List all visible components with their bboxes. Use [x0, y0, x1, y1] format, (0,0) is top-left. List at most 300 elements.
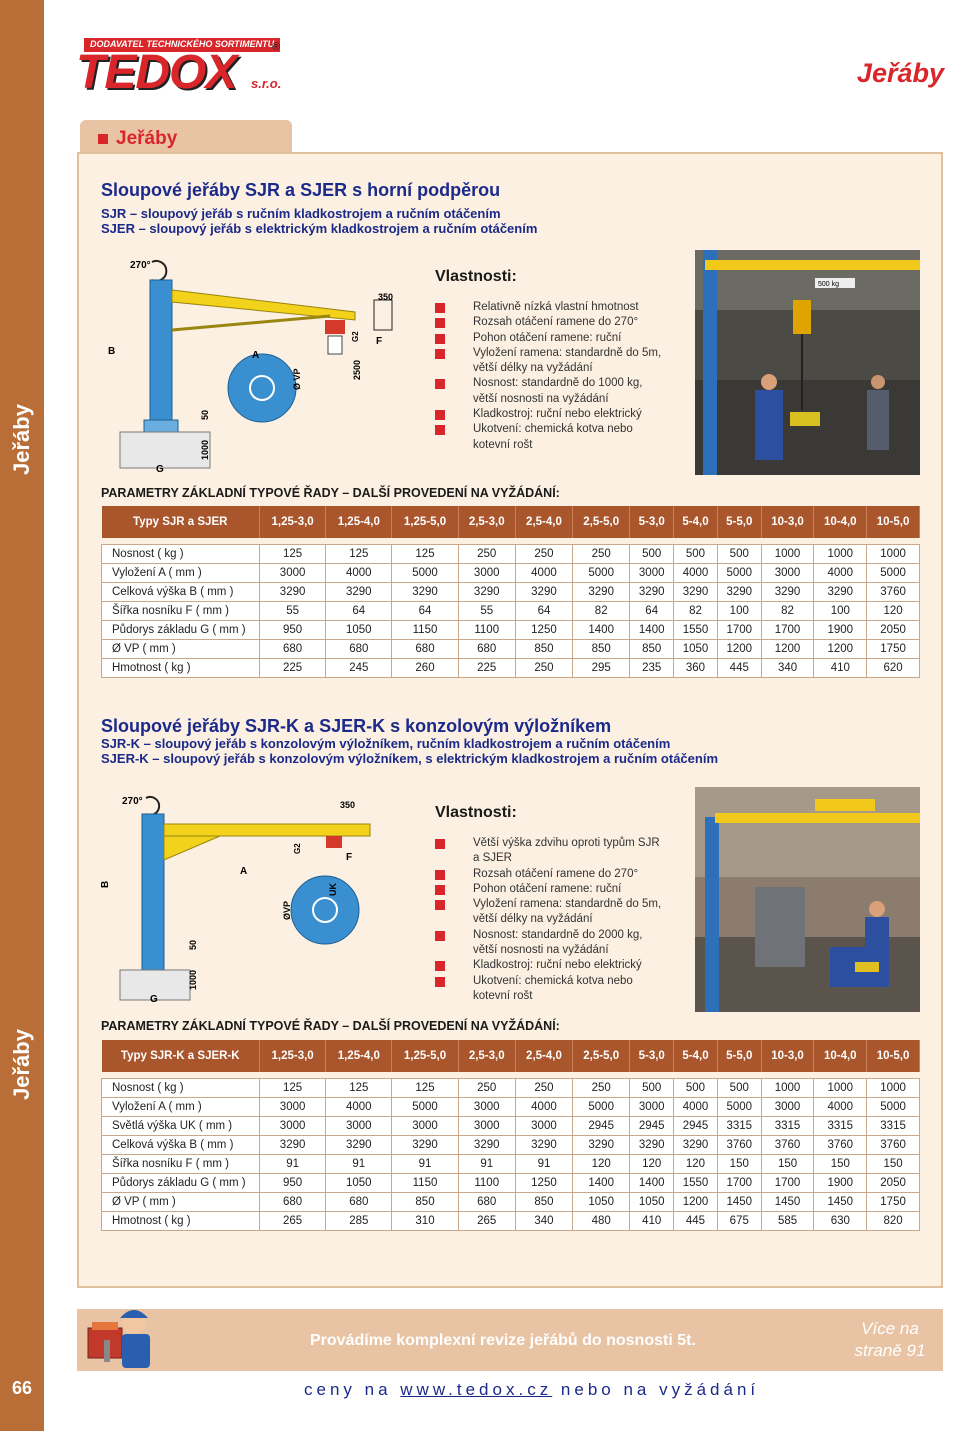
- table-cell: 3000: [458, 563, 515, 582]
- table-cell: 4000: [814, 1097, 867, 1116]
- table-cell: 150: [814, 1154, 867, 1173]
- table-header-cell: 10-5,0: [867, 1040, 920, 1072]
- side-strip: [0, 0, 44, 1431]
- property-item: Nosnost: standardně do 2000 kg,: [435, 928, 695, 943]
- table-cell: 3315: [814, 1116, 867, 1135]
- table-row-label: Ø VP ( mm ): [102, 1192, 260, 1211]
- table-cell: 3290: [458, 582, 515, 601]
- table-cell: 3290: [515, 1135, 572, 1154]
- table-row: [102, 1211, 920, 1230]
- table-cell: 3000: [761, 563, 814, 582]
- dim-label-vp: Ø VP: [292, 368, 302, 390]
- table-cell: 500: [674, 544, 718, 563]
- table-cell: 150: [867, 1154, 920, 1173]
- table-cell: 410: [630, 1211, 674, 1230]
- table-cell: 4000: [674, 563, 718, 582]
- logo-suffix: s.r.o.: [251, 76, 282, 91]
- table-cell: 1200: [761, 639, 814, 658]
- table-row: [102, 1078, 920, 1097]
- block1-subtitle: SJR – sloupový jeřáb s ručním kladkostrojem a ručním otáčením: [101, 206, 501, 221]
- property-item: Kladkostroj: ruční nebo elektrický: [435, 958, 695, 973]
- table-cell: 64: [392, 601, 458, 620]
- page-reference: [840, 1318, 940, 1362]
- crane-diagram-sjr: [100, 250, 405, 475]
- table-cell: 1050: [326, 1173, 392, 1192]
- table-cell: 1050: [674, 639, 718, 658]
- table-cell: 125: [392, 544, 458, 563]
- property-item: Ukotvení: chemická kotva nebo: [435, 974, 695, 989]
- table-cell: 250: [515, 658, 572, 677]
- table-cell: 850: [515, 639, 572, 658]
- table-cell: 3290: [630, 1135, 674, 1154]
- table-cell: 2945: [630, 1116, 674, 1135]
- dim-label-50: 50: [200, 409, 210, 420]
- table-cell: 5000: [867, 1097, 920, 1116]
- table-cell: 2945: [674, 1116, 718, 1135]
- table-cell: 1700: [761, 620, 814, 639]
- table-cell: 3290: [326, 582, 392, 601]
- table-header-cell: 2,5-4,0: [515, 1040, 572, 1072]
- table-cell: 3290: [717, 582, 761, 601]
- table-row: [102, 1116, 920, 1135]
- property-item: Pohon otáčení ramene: ruční: [435, 882, 695, 897]
- table-cell: 3290: [326, 1135, 392, 1154]
- table-cell: 500: [630, 1078, 674, 1097]
- table-cell: 4000: [674, 1097, 718, 1116]
- footer-url-prefix: ceny na: [304, 1380, 401, 1399]
- table-cell: 250: [458, 1078, 515, 1097]
- table-row-label: Vyložení A ( mm ): [102, 563, 260, 582]
- table-cell: 3000: [630, 1097, 674, 1116]
- table-cell: 3290: [674, 582, 718, 601]
- table-cell: 500: [717, 544, 761, 563]
- table-cell: 410: [814, 658, 867, 677]
- bullet-square-icon: [98, 134, 108, 144]
- table-cell: 3315: [761, 1116, 814, 1135]
- crane-diagram-sjrk: [100, 790, 405, 1005]
- table-cell: 820: [867, 1211, 920, 1230]
- table-cell: 125: [392, 1078, 458, 1097]
- dim-label-1000: 1000: [188, 969, 198, 990]
- property-item: Pohon otáčení ramene: ruční: [435, 331, 695, 346]
- property-item-continued: větší délky na vyžádání: [473, 362, 593, 375]
- table-header-cell: 2,5-4,0: [515, 506, 572, 538]
- table-cell: 91: [326, 1154, 392, 1173]
- table-row: [102, 639, 920, 658]
- table-header-cell: 1,25-3,0: [260, 1040, 326, 1072]
- table-cell: 91: [515, 1154, 572, 1173]
- table-row: [102, 1192, 920, 1211]
- table-header-cell: 5-3,0: [630, 506, 674, 538]
- table-cell: 1700: [761, 1173, 814, 1192]
- dim-label-uk: UK: [328, 883, 338, 896]
- table-cell: 340: [515, 1211, 572, 1230]
- side-label: Jeřáby: [9, 404, 34, 476]
- property-item: Ukotvení: chemická kotva nebo: [435, 422, 695, 437]
- table-cell: 250: [515, 1078, 572, 1097]
- table-cell: 125: [260, 544, 326, 563]
- properties-title: Vlastnosti:: [435, 268, 517, 285]
- table-cell: 1450: [761, 1192, 814, 1211]
- table-cell: 3000: [761, 1097, 814, 1116]
- dim-label-g2: G2: [351, 331, 360, 342]
- dim-label-350: 350: [340, 800, 356, 810]
- table-cell: 1400: [630, 1173, 674, 1192]
- property-item-continued: kotevní rošt: [473, 989, 533, 1002]
- table-cell: 64: [326, 601, 392, 620]
- table-header-cell: 5-4,0: [674, 506, 718, 538]
- table-cell: 480: [573, 1211, 630, 1230]
- table-cell: 680: [326, 639, 392, 658]
- table-cell: 120: [674, 1154, 718, 1173]
- table-row-label: Hmotnost ( kg ): [102, 1211, 260, 1230]
- table-cell: 1050: [630, 1192, 674, 1211]
- dim-label-b: B: [108, 346, 116, 357]
- table-header-cell: Typy SJR a SJER: [102, 506, 260, 538]
- table-cell: 3290: [392, 582, 458, 601]
- table-cell: 1000: [867, 1078, 920, 1097]
- table-cell: 585: [761, 1211, 814, 1230]
- angle-label: 270°: [130, 260, 151, 271]
- table-header-row: [102, 1040, 920, 1072]
- table-header-cell: 10-3,0: [761, 506, 814, 538]
- dim-label-b: B: [100, 880, 111, 888]
- table-cell: 630: [814, 1211, 867, 1230]
- table-cell: 250: [573, 1078, 630, 1097]
- table-cell: 1200: [814, 639, 867, 658]
- table-cell: 1700: [717, 1173, 761, 1192]
- table-cell: 265: [260, 1211, 326, 1230]
- table-cell: 1200: [674, 1192, 718, 1211]
- table-row-label: Hmotnost ( kg ): [102, 658, 260, 677]
- side-label: Jeřáby: [9, 1029, 34, 1101]
- block2-title: Sloupové jeřáby SJR-K a SJER-K s konzolovým výložníkem: [101, 716, 612, 736]
- table-cell: 680: [326, 1192, 392, 1211]
- table-cell: 1400: [630, 620, 674, 639]
- property-item-continued: větší nosnosti na vyžádání: [473, 944, 609, 957]
- table-cell: 245: [326, 658, 392, 677]
- table-cell: 5000: [392, 1097, 458, 1116]
- table-cell: 4000: [326, 563, 392, 582]
- table-row: [102, 1173, 920, 1192]
- crane-photo-sjr: [695, 250, 920, 475]
- block1-subtitle: SJER – sloupový jeřáb s elektrickým kladkostrojem a ručním otáčením: [101, 221, 538, 236]
- table-cell: 1000: [814, 544, 867, 563]
- dim-label-350: 350: [378, 292, 394, 302]
- table-cell: 1450: [814, 1192, 867, 1211]
- property-item: Nosnost: standardně do 1000 kg,: [435, 376, 695, 391]
- table-cell: 1000: [867, 544, 920, 563]
- table-cell: 950: [260, 620, 326, 639]
- table-row: [102, 658, 920, 677]
- table-cell: 3290: [260, 582, 326, 601]
- table-cell: 55: [260, 601, 326, 620]
- table-cell: 1100: [458, 620, 515, 639]
- table-header-cell: 1,25-4,0: [326, 1040, 392, 1072]
- properties-list: [435, 836, 695, 1004]
- table-row: [102, 544, 920, 563]
- table-cell: 250: [515, 544, 572, 563]
- table-row-label: Šířka nosníku F ( mm ): [102, 601, 260, 620]
- table-cell: 360: [674, 658, 718, 677]
- capacity-sign: 500 kg: [818, 281, 840, 288]
- table-cell: 3000: [392, 1116, 458, 1135]
- table-cell: 500: [674, 1078, 718, 1097]
- footer-url-suffix: nebo na vyžádání: [552, 1380, 760, 1399]
- table-row-label: Celková výška B ( mm ): [102, 1135, 260, 1154]
- table-cell: 120: [867, 601, 920, 620]
- property-item: Větší výška zdvihu oproti typům SJR: [435, 836, 695, 851]
- table-header-cell: 5-4,0: [674, 1040, 718, 1072]
- table-row: [102, 620, 920, 639]
- table-cell: 3000: [260, 1097, 326, 1116]
- table-cell: 680: [392, 639, 458, 658]
- dim-label-g: G: [156, 464, 164, 475]
- tedox-logo: [76, 38, 291, 99]
- table-cell: 265: [458, 1211, 515, 1230]
- table-cell: 4000: [515, 563, 572, 582]
- table-cell: 260: [392, 658, 458, 677]
- table-cell: 2050: [867, 620, 920, 639]
- table-cell: 3315: [717, 1116, 761, 1135]
- block1-title: Sloupové jeřáby SJR a SJER s horní podpěrou: [101, 180, 501, 200]
- table-cell: 91: [260, 1154, 326, 1173]
- table-cell: 1100: [458, 1173, 515, 1192]
- table-row-label: Šířka nosníku F ( mm ): [102, 1154, 260, 1173]
- table-row: [102, 582, 920, 601]
- table-header-cell: 1,25-5,0: [392, 506, 458, 538]
- params-heading: PARAMETRY ZÁKLADNÍ TYPOVÉ ŘADY – DALŠÍ PROVEDENÍ NA VYŽÁDÁNÍ:: [101, 1019, 560, 1033]
- table-cell: 3000: [260, 563, 326, 582]
- table-cell: 3290: [814, 582, 867, 601]
- dim-label-a: A: [252, 350, 260, 361]
- table-cell: 340: [761, 658, 814, 677]
- table-cell: 3290: [458, 1135, 515, 1154]
- table-header-cell: 2,5-5,0: [573, 506, 630, 538]
- table-cell: 3000: [630, 563, 674, 582]
- table-cell: 120: [573, 1154, 630, 1173]
- table-cell: 620: [867, 658, 920, 677]
- property-item: Rozsah otáčení ramene do 270°: [435, 867, 695, 882]
- table-cell: 5000: [867, 563, 920, 582]
- table-cell: 1750: [867, 639, 920, 658]
- table-cell: 91: [392, 1154, 458, 1173]
- table-cell: 500: [717, 1078, 761, 1097]
- page-reference-line: straně 91: [854, 1341, 926, 1360]
- table-cell: 5000: [573, 563, 630, 582]
- property-item-continued: kotevní rošt: [473, 438, 533, 451]
- table-row: [102, 601, 920, 620]
- dim-label-f: F: [346, 852, 353, 863]
- dim-label-50: 50: [188, 939, 198, 950]
- table-cell: 82: [761, 601, 814, 620]
- table-cell: 225: [458, 658, 515, 677]
- table-cell: 1000: [761, 1078, 814, 1097]
- table-cell: 1750: [867, 1192, 920, 1211]
- table-cell: 3290: [761, 582, 814, 601]
- table-cell: 250: [458, 544, 515, 563]
- table-cell: 2050: [867, 1173, 920, 1192]
- table-cell: 285: [326, 1211, 392, 1230]
- table-header-cell: 2,5-3,0: [458, 1040, 515, 1072]
- property-item: Kladkostroj: ruční nebo elektrický: [435, 407, 695, 422]
- worker-mascot-icon: [82, 1300, 162, 1372]
- params-heading: PARAMETRY ZÁKLADNÍ TYPOVÉ ŘADY – DALŠÍ PROVEDENÍ NA VYŽÁDÁNÍ:: [101, 486, 560, 500]
- table-cell: 3290: [630, 582, 674, 601]
- table-cell: 3760: [814, 1135, 867, 1154]
- table-cell: 3290: [573, 1135, 630, 1154]
- table-header-cell: 2,5-5,0: [573, 1040, 630, 1072]
- table-cell: 225: [260, 658, 326, 677]
- block2-subtitle: SJR-K – sloupový jeřáb s konzolovým výložníkem, ručním kladkostrojem a ručním otáčením: [101, 736, 671, 751]
- property-item: Relativně nízká vlastní hmotnost: [435, 300, 695, 315]
- table-row-label: Ø VP ( mm ): [102, 639, 260, 658]
- table-header-cell: 10-3,0: [761, 1040, 814, 1072]
- properties-title: Vlastnosti:: [435, 804, 517, 821]
- table-cell: 3760: [867, 582, 920, 601]
- table-cell: 1050: [326, 620, 392, 639]
- table-header-cell: 1,25-4,0: [326, 506, 392, 538]
- table-row-label: Nosnost ( kg ): [102, 544, 260, 563]
- table-cell: 1200: [717, 639, 761, 658]
- logo-word: TEDOX: [76, 46, 237, 99]
- table-cell: 64: [630, 601, 674, 620]
- table-row: [102, 563, 920, 582]
- table-cell: 100: [717, 601, 761, 620]
- table-row: [102, 1135, 920, 1154]
- table-cell: 3760: [717, 1135, 761, 1154]
- property-item-continued: větší délky na vyžádání: [473, 913, 593, 926]
- table-cell: 100: [814, 601, 867, 620]
- table-cell: 125: [326, 1078, 392, 1097]
- website-link[interactable]: www.tedox.cz: [400, 1380, 553, 1399]
- table-row-label: Vyložení A ( mm ): [102, 1097, 260, 1116]
- table-cell: 500: [630, 544, 674, 563]
- angle-label: 270°: [122, 796, 143, 807]
- params-table-sjr: [101, 506, 920, 678]
- table-cell: 675: [717, 1211, 761, 1230]
- table-header-cell: 5-3,0: [630, 1040, 674, 1072]
- table-cell: 850: [630, 639, 674, 658]
- table-cell: 1250: [515, 620, 572, 639]
- crane-photo-sjrk: [695, 787, 920, 1012]
- table-row-label: Půdorys základu G ( mm ): [102, 620, 260, 639]
- property-item-continued: a SJER: [473, 852, 512, 865]
- table-cell: 3000: [458, 1116, 515, 1135]
- table-cell: 55: [458, 601, 515, 620]
- page-title: Jeřáby: [856, 58, 944, 88]
- table-cell: 5000: [717, 563, 761, 582]
- logo-banner: DODAVATEL TECHNICKÉHO SORTIMENTU: [84, 38, 280, 52]
- table-cell: 4000: [326, 1097, 392, 1116]
- table-cell: 445: [674, 1211, 718, 1230]
- params-table-sjrk: [101, 1040, 920, 1231]
- dim-label-g: G: [150, 994, 158, 1005]
- registered-icon: ®: [272, 41, 281, 53]
- table-cell: 680: [260, 1192, 326, 1211]
- table-row-label: Nosnost ( kg ): [102, 1078, 260, 1097]
- table-cell: 64: [515, 601, 572, 620]
- table-cell: 680: [458, 639, 515, 658]
- table-cell: 150: [761, 1154, 814, 1173]
- footer-revision-text: Provádíme komplexní revize jeřábů do nosnosti 5t.: [310, 1332, 696, 1349]
- table-row-label: Celková výška B ( mm ): [102, 582, 260, 601]
- table-cell: 3290: [674, 1135, 718, 1154]
- table-cell: 1550: [674, 620, 718, 639]
- dim-label-a: A: [240, 866, 248, 877]
- table-cell: 850: [392, 1192, 458, 1211]
- table-header-cell: 1,25-3,0: [260, 506, 326, 538]
- table-header-cell: 2,5-3,0: [458, 506, 515, 538]
- table-cell: 3290: [515, 582, 572, 601]
- table-cell: 5000: [573, 1097, 630, 1116]
- table-header-cell: 10-4,0: [814, 1040, 867, 1072]
- table-cell: 1900: [814, 1173, 867, 1192]
- table-cell: 3315: [867, 1116, 920, 1135]
- table-cell: 5000: [392, 563, 458, 582]
- table-cell: 2945: [573, 1116, 630, 1135]
- table-row: [102, 1097, 920, 1116]
- table-cell: 1900: [814, 620, 867, 639]
- property-item: Vyložení ramena: standardně do 5m,: [435, 346, 695, 361]
- table-cell: 5000: [717, 1097, 761, 1116]
- table-cell: 3290: [573, 582, 630, 601]
- table-cell: 950: [260, 1173, 326, 1192]
- dim-label-1000: 1000: [200, 439, 210, 460]
- table-cell: 4000: [515, 1097, 572, 1116]
- properties-list: [435, 300, 695, 453]
- table-cell: 1700: [717, 620, 761, 639]
- property-item-continued: větší nosnosti na vyžádání: [473, 392, 609, 405]
- table-cell: 120: [630, 1154, 674, 1173]
- table-cell: 235: [630, 658, 674, 677]
- block2-subtitle: SJER-K – sloupový jeřáb s konzolovým výložníkem, s elektrickým kladkostrojem a ručním otáčením: [101, 751, 719, 766]
- table-header-cell: 10-5,0: [867, 506, 920, 538]
- table-cell: 1000: [761, 544, 814, 563]
- table-cell: 4000: [814, 563, 867, 582]
- table-cell: 1150: [392, 1173, 458, 1192]
- table-cell: 3000: [515, 1116, 572, 1135]
- table-cell: 3000: [458, 1097, 515, 1116]
- table-cell: 1250: [515, 1173, 572, 1192]
- property-item: Vyložení ramena: standardně do 5m,: [435, 897, 695, 912]
- table-header-row: [102, 506, 920, 538]
- section-tab-label: Jeřáby: [116, 128, 178, 149]
- table-row: [102, 1154, 920, 1173]
- table-cell: 125: [326, 544, 392, 563]
- table-cell: 1550: [674, 1173, 718, 1192]
- table-cell: 82: [573, 601, 630, 620]
- table-cell: 680: [458, 1192, 515, 1211]
- table-header-cell: Typy SJR-K a SJER-K: [102, 1040, 260, 1072]
- table-cell: 680: [260, 639, 326, 658]
- table-header-cell: 1,25-5,0: [392, 1040, 458, 1072]
- page-reference-line: Více na: [861, 1319, 919, 1338]
- dim-label-vp: ØVP: [282, 900, 292, 920]
- table-cell: 1400: [573, 620, 630, 639]
- table-cell: 3000: [326, 1116, 392, 1135]
- table-cell: 1150: [392, 620, 458, 639]
- table-cell: 1450: [717, 1192, 761, 1211]
- table-cell: 91: [458, 1154, 515, 1173]
- table-cell: 295: [573, 658, 630, 677]
- property-item: Rozsah otáčení ramene do 270°: [435, 315, 695, 330]
- table-cell: 1000: [814, 1078, 867, 1097]
- page-number: 66: [11, 1378, 33, 1398]
- table-cell: 310: [392, 1211, 458, 1230]
- dim-label-f: F: [376, 336, 383, 347]
- dim-label-2500: 2500: [352, 359, 362, 380]
